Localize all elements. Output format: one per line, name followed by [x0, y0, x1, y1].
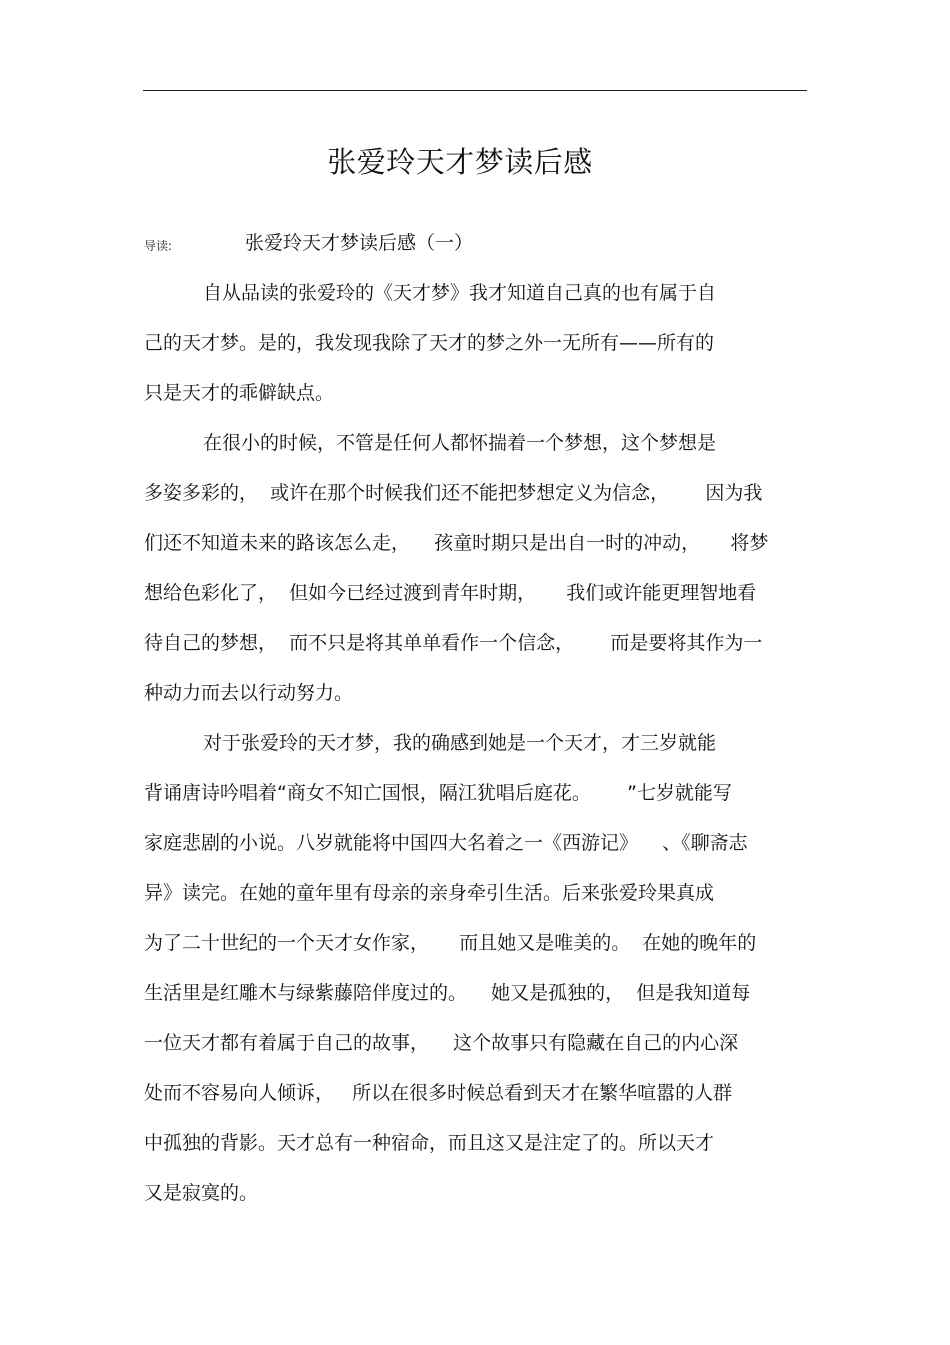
lead-row [144, 228, 804, 258]
header-rule [143, 90, 807, 91]
lead-subtitle: 张爱玲天才梦读后感（一） [245, 232, 474, 254]
body-line: 在很小的时候，不管是任何人都怀揣着一个梦想，这个梦想是 [203, 432, 717, 454]
body-line: 自从品读的张爱玲的《天才梦》我才知道自己真的也有属于自 [203, 282, 717, 304]
body-line: 想给色彩化了， 但如今已经过渡到青年时期， 我们或许能更理智地看 [144, 582, 757, 604]
body-line: 待自己的梦想， 而不只是将其单单看作一个信念， 而是要将其作为一 [144, 632, 763, 654]
body-line: 生活里是红雕木与绿紫藤陪伴度过的。 她又是孤独的， 但是我知道每 [144, 982, 751, 1004]
body-line: 异》读完。在她的童年里有母亲的亲身牵引生活。后来张爱玲果真成 [144, 882, 715, 904]
body-line: 种动力而去以行动努力。 [144, 682, 354, 704]
body-line: 又是寂寞的。 [144, 1182, 259, 1204]
body-line: 们还不知道未来的路该怎么走， 孩童时期只是出自一时的冲动， 将梦 [144, 532, 769, 554]
body-line: 只是天才的乖僻缺点。 [144, 382, 335, 404]
body-line: 己的天才梦。是的，我发现我除了天才的梦之外一无所有——所有的 [144, 332, 715, 354]
body-line: 家庭悲剧的小说。八岁就能将中国四大名着之一《西游记》 、《聊斋志 [144, 832, 748, 854]
page-title: 张爱玲天才梦读后感 [327, 145, 593, 179]
body-line: 处而不容易向人倾诉， 所以在很多时候总看到天才在繁华喧嚣的人群 [144, 1082, 733, 1104]
body-line: 中孤独的背影。天才总有一种宿命，而且这又是注定了的。所以天才 [144, 1132, 715, 1154]
body-line: 一位天才都有着属于自己的故事， 这个故事只有隐藏在自己的内心深 [144, 1032, 739, 1054]
body-line: 多姿多彩的， 或许在那个时候我们还不能把梦想定义为信念， 因为我 [144, 482, 763, 504]
body-line: 对于张爱玲的天才梦，我的确感到她是一个天才，才三岁就能 [203, 732, 717, 754]
body-line: 为了二十世纪的一个天才女作家， 而且她又是唯美的。 在她的晚年的 [144, 932, 757, 954]
body-line: 背诵唐诗吟唱着“商女不知亡国恨，隔江犹唱后庭花。 ”七岁就能写 [144, 782, 732, 804]
lead-label: 导读: [144, 239, 173, 253]
